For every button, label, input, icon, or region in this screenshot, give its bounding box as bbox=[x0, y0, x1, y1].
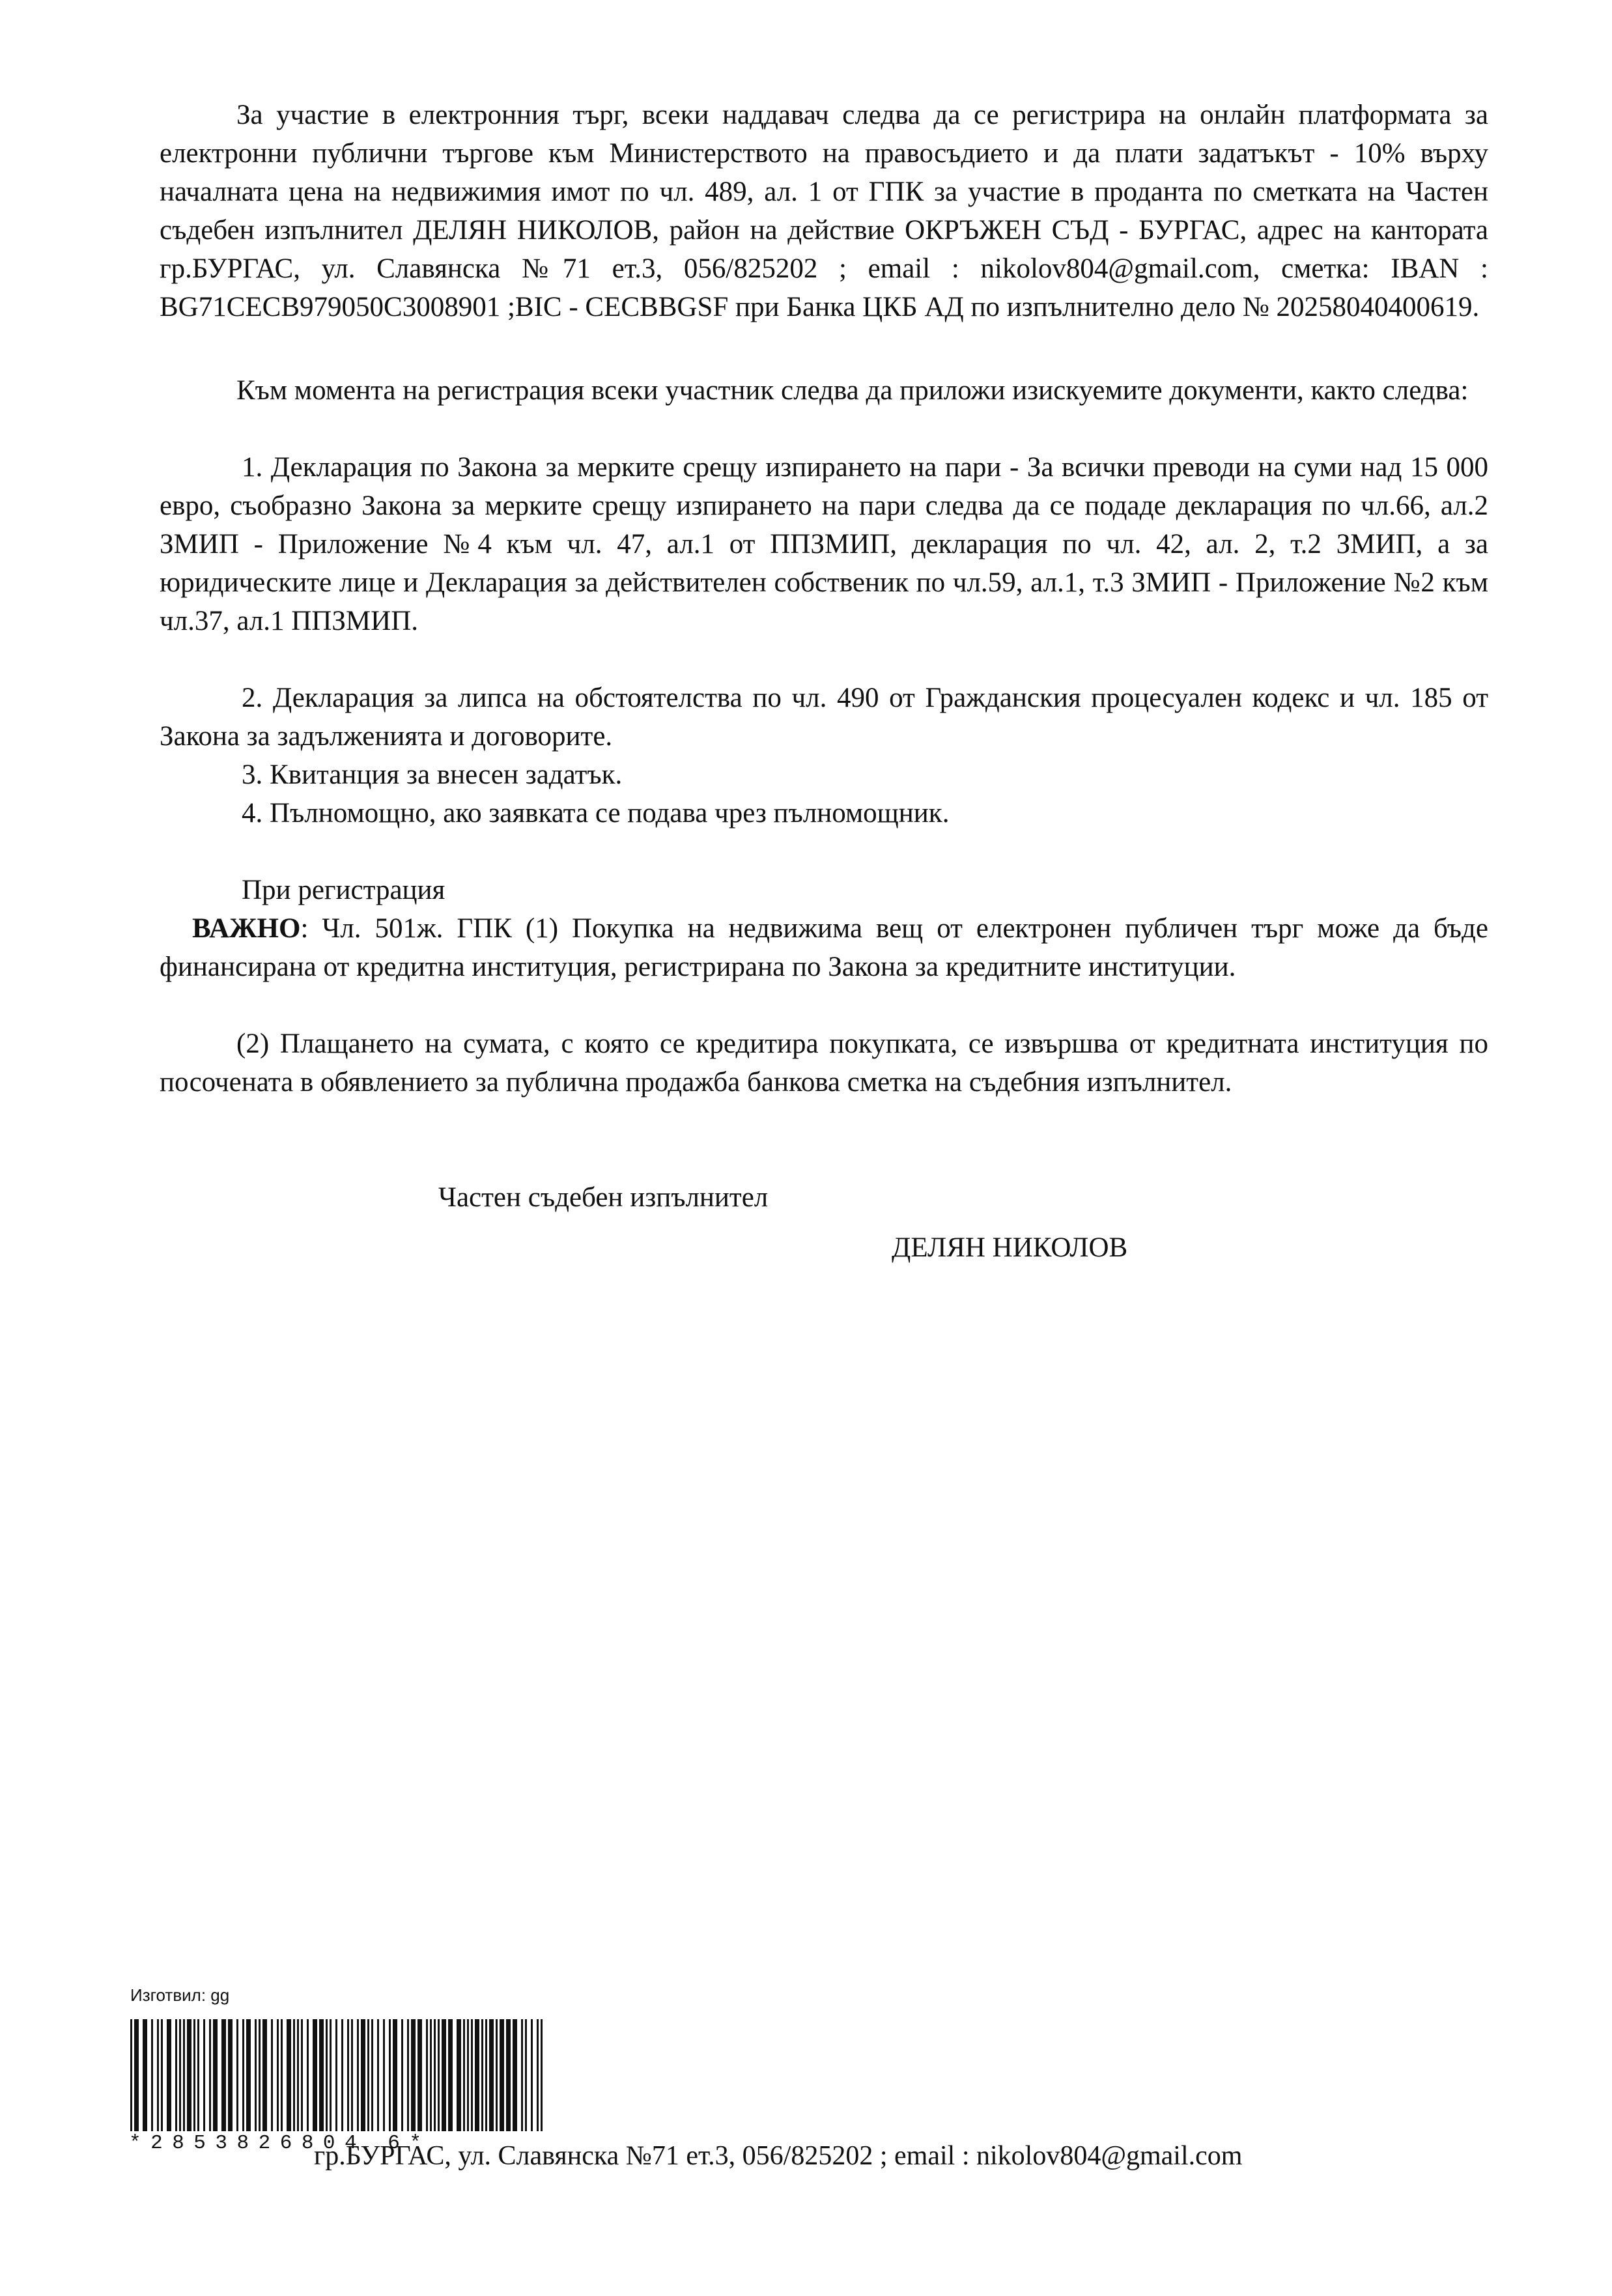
paragraph-required-documents: Към момента на регистрация всеки участник следва да приложи изискуемите документи, както следва: bbox=[236, 375, 1469, 406]
important-label: ВАЖНО bbox=[192, 913, 301, 944]
footer-address: гр.БУРГАС, ул. Славянска №71 ет.3, 056/825202 ; email : nikolov804@gmail.com bbox=[314, 2141, 1243, 2171]
signature-name: ДЕЛЯН НИКОЛОВ bbox=[892, 1232, 1128, 1263]
prepared-by: Изготвил: gg bbox=[130, 1985, 230, 2005]
list-item-deposit-receipt: 3. Квитанция за внесен задатък. bbox=[242, 759, 623, 790]
barcode-icon bbox=[129, 2019, 546, 2131]
list-item-declaration-aml: 1. Декларация по Закона за мерките срещу изпирането на пари - За всички преводи на суми над 15 000 евро, съобразно Закона за мерките срещу изпирането на пари следва да се подаде декларация по чл.66, ал.2 ЗМИП - Приложение №4 към чл. 47, ал.1 от ППЗМИП, декларация по чл. 42, ал. 2, т.2 ЗМИП, а за юридическите лице и Декларация за действителен собственик по чл.59, ал.1, т.3 ЗМИП - Приложение №2 към чл.37, ал.1 ППЗМИП. bbox=[160, 452, 1488, 636]
paragraph-participation: За участие в електронния търг, всеки наддавач следва да се регистрира на онлайн платформата за електронни публични търгове към Министерството на правосъдието и да плати задатъкът - 10% върху началната цена на недвижимия имот по чл. 489, ал. 1 от ГПК за участие в проданта по сметката на Частен съдебен изпълнител ДЕЛЯН НИКОЛОВ, район на действие ОКРЪЖЕН СЪД - БУРГАС, адрес на кантората гр.БУРГАС, ул. Славянска №71 ет.3, 056/825202 ; email : nikolov804@gmail.com, сметка: IBAN : BG71CECB979050C3008901 ;BIC - CECBBGSF при Банка ЦКБ АД по изпълнително дело № 20258040400619. bbox=[160, 100, 1488, 322]
list-item-power-of-attorney: 4. Пълномощно, ако заявката се подава чрез пълномощник. bbox=[242, 798, 950, 829]
list-item-declaration-circumstances: 2. Декларация за липса на обстоятелства по чл. 490 от Гражданския процесуален кодекс и чл. 185 от Закона за задълженията и договорите. bbox=[160, 683, 1488, 752]
barcode-number: *2853826804 6* bbox=[129, 2132, 431, 2155]
signature-title: Частен съдебен изпълнител bbox=[438, 1182, 769, 1213]
registration-heading: При регистрация bbox=[242, 875, 445, 905]
paragraph-payment: (2) Плащането на сумата, с която се кредитира покупката, се извършва от кредитната институция по посочената в обявлението за публична продажба банкова сметка на съдебния изпълнител. bbox=[160, 1028, 1488, 1098]
paragraph-important: ВАЖНО: Чл. 501ж. ГПК (1) Покупка на недвижима вещ от електронен публичен търг може да бъде финансирана от кредитна институция, регистрирана по Закона за кредитните институции. bbox=[160, 913, 1488, 982]
